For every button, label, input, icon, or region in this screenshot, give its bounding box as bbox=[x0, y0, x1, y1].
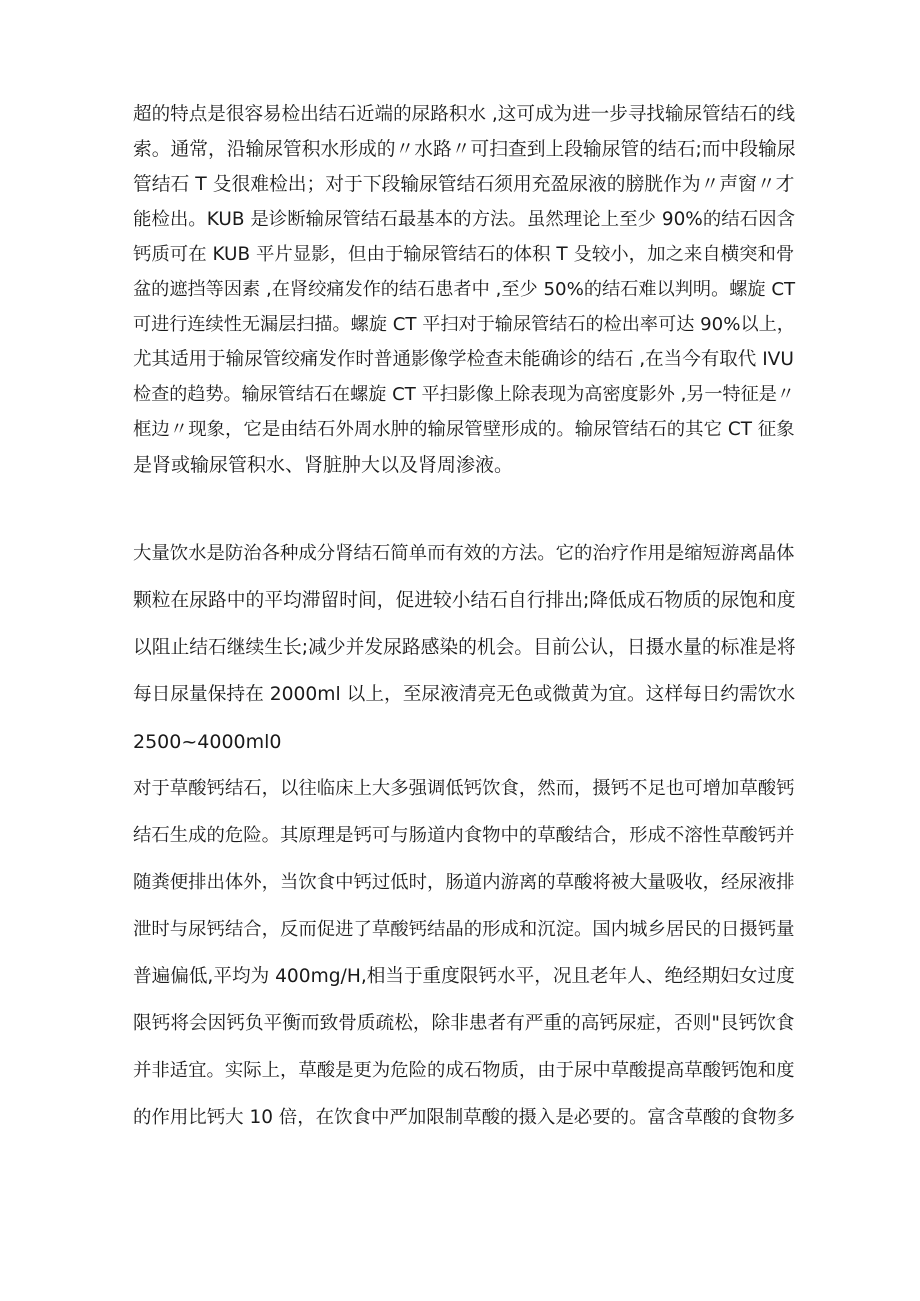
text-line: 2500~4000ml0 bbox=[133, 731, 282, 753]
text-line: 钙质可在 KUB 平片显影，但由于输尿管结石的体积 T 殳较小，加之来自横突和骨 bbox=[133, 244, 795, 265]
text-line: 是肾或输尿管积水、肾脏肿大以及肾周渗液。 bbox=[133, 454, 514, 476]
text-line: 随粪便排出体外，当饮食中钙过低时，肠道内游离的草酸将被大量吸收，经尿液排 bbox=[133, 872, 795, 893]
text-line: 限钙将会因钙负平衡而致骨质疏松，除非患者有严重的高钙尿症，否则"艮钙饮食 bbox=[133, 1013, 795, 1034]
text-line: 颗粒在尿路中的平均滞留时间，促进较小结石自行排出;降低成石物质的尿饱和度 bbox=[133, 590, 796, 611]
text-line: 盆的遮挡等因素 ,在肾绞痛发作的结石患者中 ,至少 50%的结石难以判明。螺旋 CT bbox=[133, 279, 796, 300]
text-line: 可进行连续性无漏层扫描。螺旋 CT 平扫对于输尿管结石的检出率可达 90%以上， bbox=[133, 314, 795, 335]
text-line: 的作用比钙大 10 倍，在饮食中严加限制草酸的摄入是必要的。富含草酸的食物多 bbox=[133, 1107, 796, 1128]
text-line: 超的特点是很容易检出结石近端的尿路积水 ,这可成为进一步寻找输尿管结石的线 bbox=[133, 104, 796, 125]
text-line: 每日尿量保持在 2000ml 以上，至尿液清亮无色或微黄为宜。这样每日约需饮水 bbox=[133, 684, 796, 705]
text-line: 检查的趋势。输尿管结石在螺旋 CT 平扫影像上除表现为高密度影外 ,另一特征是〃 bbox=[133, 384, 795, 405]
text-line: 并非适宜。实际上，草酸是更为危险的成石物质，由于尿中草酸提高草酸钙饱和度 bbox=[133, 1060, 795, 1081]
text-line: 以阻止结石继续生长;减少并发尿路感染的机会。目前公认，日摄水量的标准是将 bbox=[133, 637, 796, 658]
text-line: 对于草酸钙结石，以往临床上大多强调低钙饮食，然而，摄钙不足也可增加草酸钙 bbox=[133, 778, 795, 799]
text-line: 结石生成的危险。其原理是钙可与肠道内食物中的草酸结合，形成不溶性草酸钙并 bbox=[133, 825, 795, 846]
text-line: 管结石 T 殳很难检出；对于下段输尿管结石须用充盈尿液的膀胱作为〃声窗〃才 bbox=[133, 174, 795, 195]
text-line: 框边〃现象，它是由结石外周水肿的输尿管壁形成的。输尿管结石的其它 CT 征象 bbox=[133, 419, 795, 440]
text-line: 泄时与尿钙结合，反而促进了草酸钙结晶的形成和沉淀。国内城乡居民的日摄钙量 bbox=[133, 919, 795, 940]
text-line: 普遍偏低,平均为 400mg/H,相当于重度限钙水平，况且老年人、绝经期妇女过度 bbox=[133, 966, 795, 987]
text-line: 大量饮水是防治各种成分肾结石简单而有效的方法。它的治疗作用是缩短游离晶体 bbox=[133, 543, 795, 564]
text-line: 尤其适用于输尿管绞痛发作时普通影像学检查未能确诊的结石 ,在当今有取代 IVU bbox=[133, 349, 794, 370]
text-line: 能检出。KUB 是诊断输尿管结石最基本的方法。虽然理论上至少 90%的结石因含 bbox=[133, 209, 796, 230]
text-line: 索。通常，沿输尿管积水形成的〃水路〃可扫查到上段输尿管的结石;而中段输尿 bbox=[133, 139, 796, 160]
